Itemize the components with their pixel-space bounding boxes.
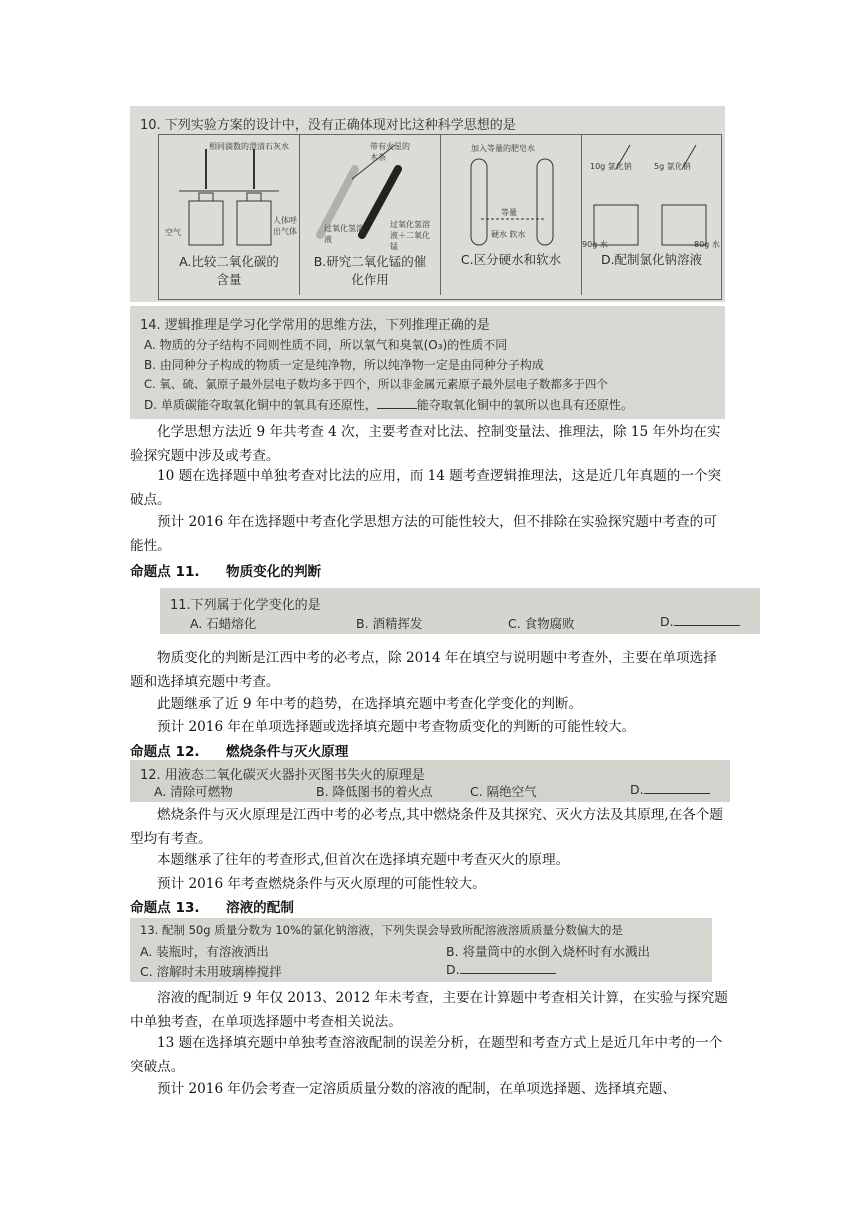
section-heading-11 xyxy=(130,560,321,580)
paragraph: 预计 2016 年考查燃烧条件与灭火原理的可能性较大。 xyxy=(157,876,486,892)
q10-b-left: 过氧化氢溶液 xyxy=(324,224,364,244)
heading-number: 命题点 11. xyxy=(130,564,200,580)
q14-title: 14. 逻辑推理是学习化学常用的思维方法，下列推理正确的是 xyxy=(140,318,490,333)
q14-option-b: B. 由同种分子构成的物质一定是纯净物，所以纯净物一定是由同种分子构成 xyxy=(144,358,544,372)
q10-cell-b xyxy=(300,135,441,295)
q10-d-br: 80g 水 xyxy=(694,240,720,249)
q13-option-c: C. 溶解时未用玻璃棒搅拌 xyxy=(140,964,282,979)
paragraph: 预计 2016 年在单项选择题或选择填充题中考查物质变化的判断的可能性较大。 xyxy=(157,719,636,735)
q12-title: 12. 用液态二氧化碳灭火器扑灭图书失火的原理是 xyxy=(140,768,425,783)
section-heading-13 xyxy=(130,896,294,916)
q10-c-top: 加入等量的肥皂水 xyxy=(471,144,535,153)
q10-cell-c xyxy=(441,135,582,295)
beakers-icon xyxy=(582,139,721,249)
q12-option-d xyxy=(630,782,710,797)
q10-option-a: A.比较二氧化碳的含量 xyxy=(179,254,279,287)
q10-title: 10. 下列实验方案的设计中，没有正确体现对比这种科学思想的是 xyxy=(140,118,516,133)
q12-blank xyxy=(644,793,710,794)
q10-c-mid: 等量 xyxy=(501,208,517,217)
q10-d-bl: 90g 水 xyxy=(582,240,608,249)
q10-option-d: D.配制氯化钠溶液 xyxy=(600,252,703,267)
heading-number: 命题点 12. xyxy=(130,744,200,760)
q10-a-left: 空气 xyxy=(165,228,181,237)
heading-title: 燃烧条件与灭火原理 xyxy=(226,744,349,760)
q10-option-c: C.区分硬水和软水 xyxy=(460,252,562,267)
q11-option-c: C. 食物腐败 xyxy=(508,616,575,631)
paragraph: 本题继承了往年的考查形式,但首次在选择填充题中考查灭火的原理。 xyxy=(157,852,570,868)
q13-blank xyxy=(460,973,556,974)
q11-option-d-label: D. xyxy=(660,614,674,629)
paragraph: 物质变化的判断是江西中考的必考点，除 2014 年在填空与说明题中考查外，主要在单项选择题和选择填充题中考查。 xyxy=(130,650,717,690)
q11-option-a: A. 石蜡熔化 xyxy=(190,616,257,631)
q10-cell-a xyxy=(159,135,300,295)
q12-scan xyxy=(130,760,730,802)
q10-d-left: 10g 氯化钠 xyxy=(590,162,632,171)
q10-table xyxy=(158,134,722,300)
q10-b-right: 过氧化氢溶液＋二氧化锰 xyxy=(390,220,430,251)
q13-option-a: A. 装瓶时，有溶液洒出 xyxy=(140,944,269,959)
q14-option-c: C. 氧、硫、氯原子最外层电子数均多于四个，所以非金属元素原子最外层电子数都多于四个 xyxy=(144,377,608,391)
paragraph: 燃烧条件与灭火原理是江西中考的必考点,其中燃烧条件及其探究、灭火方法及其原理,在各个题型均有考查。 xyxy=(130,807,723,847)
paragraph: 溶液的配制近 9 年仅 2013、2012 年未考查，主要在计算题中考查相关计算，在实验与探究题中单独考查，在单项选择题中考查相关说法。 xyxy=(130,990,728,1030)
q10-a-top: 相同滴数的澄清石灰水 xyxy=(209,142,289,151)
paragraph: 化学思想方法近 9 年共考查 4 次，主要考查对比法、控制变量法、推理法，除 15 年外均在实验探究题中涉及或考查。 xyxy=(130,424,721,464)
q14-blank xyxy=(377,408,417,409)
q10-a-right: 人体呼出气体 xyxy=(273,216,297,236)
q11-scan xyxy=(160,588,760,634)
q14-option-d-part1: D. 单质碳能夺取氧化铜中的氧具有还原性， xyxy=(144,398,377,412)
q14-option-d xyxy=(144,396,633,413)
paragraph: 预计 2016 年在选择题中考查化学思想方法的可能性较大，但不排除在实验探究题中考查的可能性。 xyxy=(130,514,717,554)
q14-option-d-part2: 能夺取氧化铜中的氧所以也具有还原性。 xyxy=(416,398,633,412)
q11-option-d xyxy=(660,614,740,629)
q11-option-b: B. 酒精挥发 xyxy=(356,616,423,631)
q10-d-right: 5g 氯化钠 xyxy=(654,162,691,171)
paragraph: 此题继承了近 9 年中考的趋势，在选择填充题中考查化学变化的判断。 xyxy=(157,696,583,712)
q13-option-d-label: D. xyxy=(446,962,460,977)
q13-scan xyxy=(130,918,712,982)
section-heading-12 xyxy=(130,740,348,760)
paragraph: 13 题在选择填充题中单独考查溶液配制的误差分析，在题型和考查方式上是近几年中考的一个突破点。 xyxy=(130,1035,723,1075)
q12-option-b: B. 降低图书的着火点 xyxy=(316,784,433,799)
q14-scan xyxy=(130,306,725,419)
paragraph: 预计 2016 年仍会考查一定溶质质量分数的溶液的配制，在单项选择题、选择填充题、 xyxy=(157,1081,677,1097)
q10-scan xyxy=(130,106,725,302)
q13-option-b: B. 将量筒中的水倒入烧杯时有水溅出 xyxy=(446,944,651,959)
q14-option-a: A. 物质的分子结构不同则性质不同，所以氧气和臭氧(O₃)的性质不同 xyxy=(144,338,508,352)
q12-option-d-label: D. xyxy=(630,782,644,797)
q11-blank xyxy=(674,625,740,626)
q10-option-b: B.研究二氧化锰的催化作用 xyxy=(313,254,427,287)
q13-option-d xyxy=(446,962,556,977)
q12-option-c: C. 隔绝空气 xyxy=(470,784,537,799)
heading-title: 物质变化的判断 xyxy=(226,564,322,580)
heading-title: 溶液的配制 xyxy=(226,900,294,916)
q10-c-bottom: 硬水 软水 xyxy=(491,230,526,239)
heading-number: 命题点 13. xyxy=(130,900,200,916)
q10-b-top: 带有火星的木条 xyxy=(370,142,410,162)
q12-option-a: A. 清除可燃物 xyxy=(154,784,233,799)
q11-title: 11.下列属于化学变化的是 xyxy=(170,598,321,613)
q13-title: 13. 配制 50g 质量分数为 10%的氯化钠溶液，下列失误会导致所配溶液溶质质量分数偏大的是 xyxy=(140,923,623,937)
q10-cell-d xyxy=(582,135,721,295)
paragraph: 10 题在选择题中单独考查对比法的应用，而 14 题考查逻辑推理法，这是近几年真题的一个突破点。 xyxy=(130,468,722,508)
